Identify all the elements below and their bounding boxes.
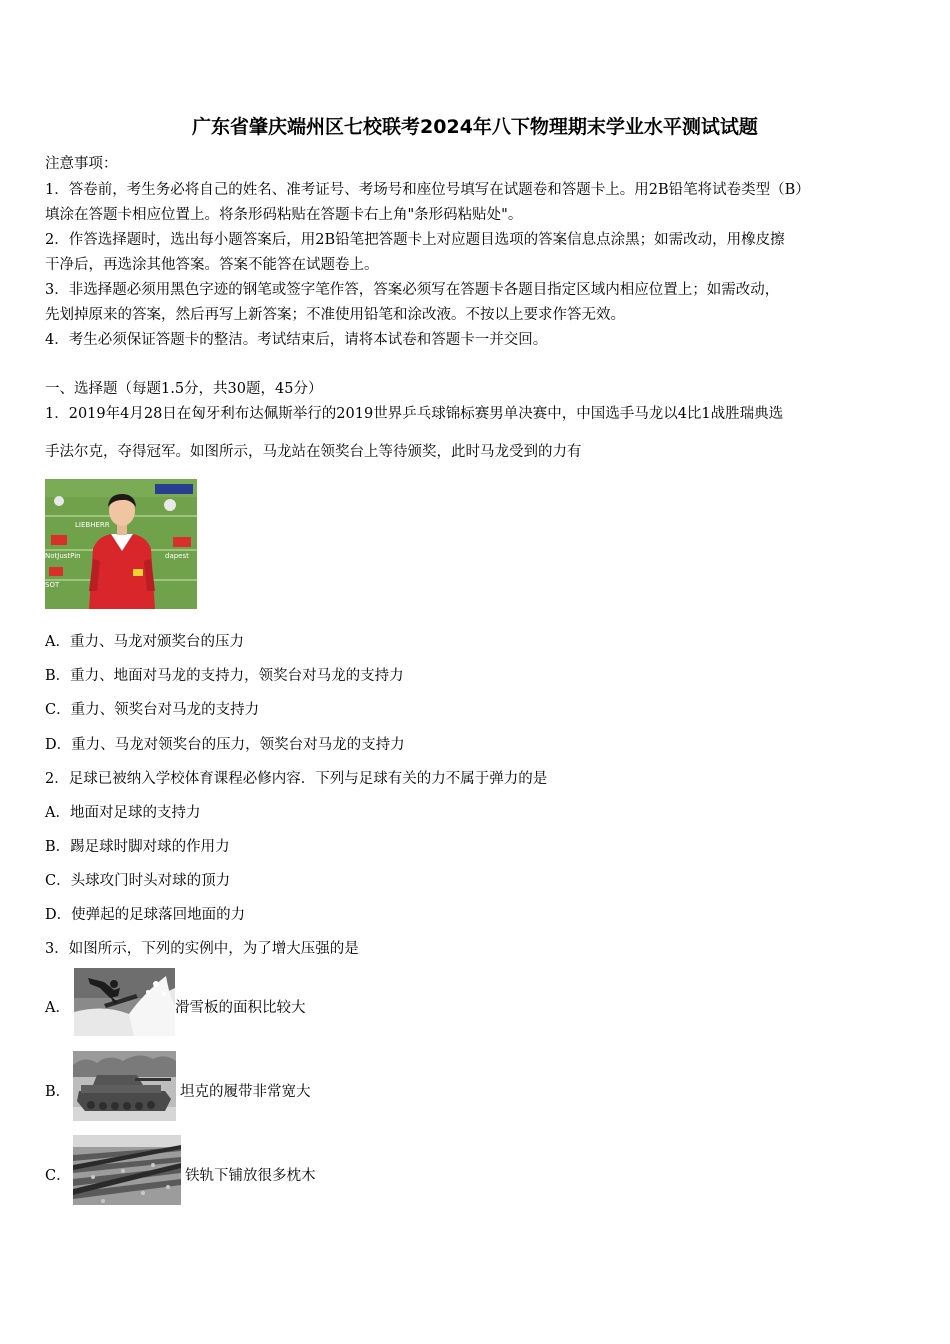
notice-heading: 注意事项： [45, 156, 118, 172]
section-heading: 一、选择题（每题1.5分，共30题，45分） [45, 381, 323, 397]
q1-option-b: B．重力、地面对马龙的支持力，领奖台对马龙的支持力 [45, 668, 404, 684]
q3-snowboard-photo [74, 968, 175, 1036]
notice-line: 先划掉原来的答案，然后再写上新答案；不准使用铅笔和涂改液。不按以上要求作答无效。 [45, 307, 625, 323]
q2-stem: 2．足球已被纳入学校体育课程必修内容．下列与足球有关的力不属于弹力的是 [45, 771, 548, 787]
notice-line: 2．作答选择题时，选出每小题答案后，用2B铅笔把答题卡上对应题目选项的答案信息点涂黑；如需改动，用橡皮擦 [45, 232, 785, 248]
notice-line: 3．非选择题必须用黑色字迹的钢笔或签字笔作答，答案必须写在答题卡各题目指定区域内相应位置上；如需改动， [45, 282, 780, 298]
q1-stem-line1: 1．2019年4月28日在匈牙利布达佩斯举行的2019世界乒乓球锦标赛男单决赛中，中国选手马龙以4比1战胜瑞典选 [45, 406, 784, 422]
q2-option-d: D．使弹起的足球落回地面的力 [45, 907, 246, 923]
q3-tank-photo [73, 1051, 176, 1121]
notice-line: 填涂在答题卡相应位置上。将条形码粘贴在答题卡右上角"条形码粘贴处"。 [45, 207, 523, 223]
photo-sponsor-text: NotJustPin [45, 552, 81, 560]
q3-option-a-label: A． [45, 1000, 70, 1016]
q2-option-b: B．踢足球时脚对球的作用力 [45, 839, 230, 855]
page-title: 广东省肇庆端州区七校联考2024年八下物理期末学业水平测试试题 [192, 116, 758, 138]
photo-sponsor-text: dapest [165, 552, 189, 560]
q2-option-a: A．地面对足球的支持力 [45, 805, 201, 821]
q3-option-b-text: 坦克的履带非常宽大 [180, 1084, 311, 1100]
notice-line: 1．答卷前，考生务必将自己的姓名、准考证号、考场号和座位号填写在试题卷和答题卡上。用2B铅笔将试卷类型（B） [45, 182, 810, 198]
q1-stem-line2: 手法尔克，夺得冠军。如图所示，马龙站在领奖台上等待颁奖，此时马龙受到的力有 [45, 444, 582, 460]
q1-option-c: C．重力、领奖台对马龙的支持力 [45, 702, 260, 718]
notice-line: 4．考生必须保证答题卡的整洁。考试结束后，请将本试卷和答题卡一并交回。 [45, 332, 548, 348]
photo-sponsor-text: LIEBHERR [75, 521, 110, 529]
q1-podium-photo [45, 479, 197, 609]
photo-sponsor-text: SOT [45, 581, 60, 589]
q3-railway-photo [73, 1135, 181, 1205]
q3-option-c-text: 铁轨下铺放很多枕木 [185, 1168, 316, 1184]
q3-option-a-text: 滑雪板的面积比较大 [175, 1000, 306, 1016]
q3-option-b-label: B． [45, 1084, 71, 1100]
q3-option-c-label: C． [45, 1168, 71, 1184]
q1-option-a: A．重力、马龙对颁奖台的压力 [45, 634, 244, 650]
q1-option-d: D．重力、马龙对领奖台的压力，领奖台对马龙的支持力 [45, 737, 405, 753]
notice-line: 干净后，再选涂其他答案。答案不能答在试题卷上。 [45, 257, 379, 273]
q3-stem: 3．如图所示，下列的实例中，为了增大压强的是 [45, 941, 359, 957]
q2-option-c: C．头球攻门时头对球的顶力 [45, 873, 231, 889]
